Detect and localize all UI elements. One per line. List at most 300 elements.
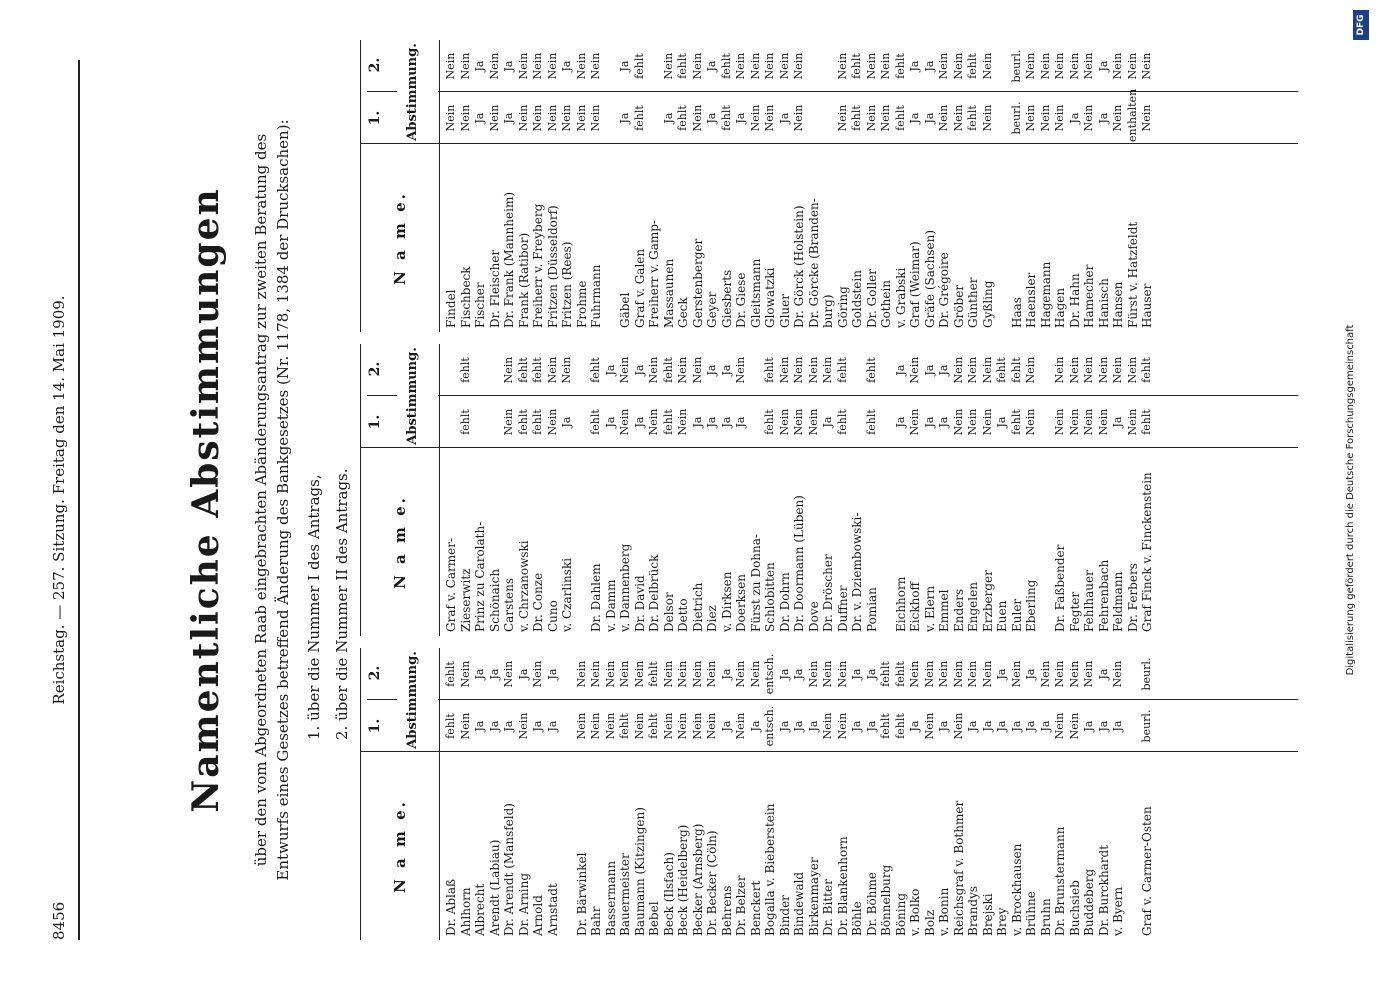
vote-2-value: fehlt xyxy=(589,357,602,383)
table-row xyxy=(691,648,706,940)
table-row xyxy=(1126,40,1141,332)
table-row xyxy=(560,344,575,636)
vote-1-value: Ja xyxy=(980,720,994,732)
table-row xyxy=(444,648,459,940)
vote-2-value: Nein xyxy=(1082,356,1095,384)
vote-1-value: Ja xyxy=(618,112,631,124)
member-name: Eickhoff xyxy=(908,581,922,632)
table-row xyxy=(908,40,923,332)
vote-2-value: Nein xyxy=(951,52,965,80)
table-row xyxy=(1097,40,1112,332)
header-vote-1: 1. xyxy=(367,414,383,430)
vote-2-value: Ja xyxy=(487,668,501,680)
vote-2-value: Nein xyxy=(922,660,936,688)
vote-1-value: Ja xyxy=(705,416,718,428)
member-name: Fürst v. Hatzfeldt xyxy=(1125,221,1140,328)
vote-1-value: Nein xyxy=(1111,104,1124,132)
member-name: Cuno xyxy=(545,600,560,632)
table-row xyxy=(836,648,851,940)
table-row xyxy=(502,344,517,636)
table-row xyxy=(966,344,981,636)
vote-1-value: Nein xyxy=(1096,408,1110,436)
member-name: Bruhn xyxy=(1038,898,1053,936)
table-row xyxy=(618,344,633,636)
vote-1-value: fehlt xyxy=(966,105,979,131)
vote-1-value: fehlt xyxy=(850,105,863,131)
vote-2-value: beurl. xyxy=(1140,657,1153,691)
member-name: Glowatzki xyxy=(763,267,777,328)
vote-1-value: Nein xyxy=(792,408,805,436)
member-name: Dr. Hahn xyxy=(1067,273,1082,328)
vote-1-value: Nein xyxy=(1053,104,1066,132)
vote-1-value: Nein xyxy=(661,712,675,740)
table-row xyxy=(807,40,822,332)
member-name: burg) xyxy=(821,294,835,328)
member-name: Euen xyxy=(995,600,1009,632)
member-name: Dr. Görcke (Branden- xyxy=(806,198,821,328)
vote-2-value: Nein xyxy=(545,356,559,384)
member-name: Frohme xyxy=(574,280,589,328)
vote-1-value: Ja xyxy=(937,416,950,428)
member-name: Dr. Böhme xyxy=(864,872,879,936)
member-name: Dr. Görck (Holstein) xyxy=(792,205,806,328)
vote-2-value: entsch. xyxy=(763,653,776,695)
vote-1-value: Nein xyxy=(690,104,704,132)
vote-2-value: Ja xyxy=(560,60,573,72)
vote-2-value: Ja xyxy=(705,364,718,376)
vote-2-value: Nein xyxy=(589,660,602,688)
vote-2-value: Nein xyxy=(676,356,689,384)
vote-1-value: fehlt xyxy=(835,409,849,435)
vote-2-value: Nein xyxy=(690,660,704,688)
member-name: Dr. Blankenhorn xyxy=(835,836,850,936)
table-row xyxy=(618,40,633,332)
vote-1-value: Ja xyxy=(1067,112,1081,124)
member-name: v. Byern xyxy=(1111,886,1125,936)
member-name: Hagen xyxy=(1053,287,1067,328)
vote-1-value: beurl. xyxy=(1009,101,1023,135)
member-name: Detto xyxy=(676,598,690,632)
vote-2-value: fehlt xyxy=(966,53,979,79)
vote-2-value: Nein xyxy=(1024,52,1037,80)
member-name: Brejski xyxy=(980,893,995,936)
table-row xyxy=(908,648,923,940)
member-name: Dr. Fleischer xyxy=(487,249,502,328)
vote-1-value: Nein xyxy=(1053,712,1066,740)
vote-2-value: Nein xyxy=(966,660,979,688)
table-row xyxy=(589,40,604,332)
vote-2-value: fehlt xyxy=(893,53,907,79)
vote-1-value: Ja xyxy=(1038,720,1052,732)
table-column xyxy=(360,40,1320,332)
vote-1-value: Nein xyxy=(792,104,805,132)
member-name: Gleitsmann xyxy=(748,258,763,328)
table-row xyxy=(1053,648,1068,940)
vote-1-value: Nein xyxy=(879,104,892,132)
table-row xyxy=(604,648,619,940)
vote-2-value: Nein xyxy=(734,52,747,80)
header-vote xyxy=(361,344,439,448)
table-row xyxy=(531,344,546,636)
vote-2-value: Ja xyxy=(719,668,733,680)
vote-2-value: Nein xyxy=(487,52,501,80)
table-row xyxy=(1010,648,1025,940)
vote-1-value: Nein xyxy=(632,712,646,740)
member-name: Brey xyxy=(995,907,1009,936)
vote-2-value: fehlt xyxy=(647,661,660,687)
vote-1-value: Ja xyxy=(908,112,921,124)
member-name: Fischer xyxy=(473,282,487,328)
member-name: Brandys xyxy=(966,885,980,936)
vote-1-value: fehlt xyxy=(893,713,907,739)
table-row xyxy=(720,648,735,940)
table-row xyxy=(763,648,778,940)
vote-2-value: Nein xyxy=(1125,52,1139,80)
vote-1-value: Ja xyxy=(937,720,950,732)
vote-2-value: Nein xyxy=(937,52,950,80)
vote-2-value: Nein xyxy=(1067,52,1081,80)
table-row xyxy=(807,648,822,940)
member-name: Arendt (Labiau) xyxy=(487,839,502,936)
table-rows xyxy=(444,344,1155,636)
member-name: Eberling xyxy=(1024,579,1038,632)
vote-2-value: Nein xyxy=(1038,660,1052,688)
member-name: Eichhorn xyxy=(893,576,908,632)
vote-2-value: Nein xyxy=(792,356,805,384)
vote-2-value: Nein xyxy=(1038,52,1052,80)
vote-2-value: Nein xyxy=(1067,660,1081,688)
vote-1-value: Nein xyxy=(951,408,965,436)
table-row xyxy=(560,648,575,940)
member-name: Binder xyxy=(777,895,792,936)
vote-2-value: Nein xyxy=(458,660,472,688)
table-row xyxy=(618,648,633,940)
vote-2-value: Nein xyxy=(531,660,544,688)
vote-2-value: Nein xyxy=(980,660,994,688)
table-row xyxy=(720,344,735,636)
table-row xyxy=(749,648,764,940)
member-name: Dr. Burckhardt xyxy=(1096,844,1111,936)
table-row xyxy=(1039,40,1054,332)
vote-1-value: fehlt xyxy=(1140,409,1153,435)
vote-1-value: Ja xyxy=(777,720,791,732)
member-name: v. Dannenberg xyxy=(618,543,632,632)
vote-1-value: Nein xyxy=(603,712,617,740)
member-name: Fehrenbach xyxy=(1096,559,1111,632)
member-name: Albrecht xyxy=(473,883,487,936)
vote-1-value: Ja xyxy=(748,720,762,732)
table-row xyxy=(1053,344,1068,636)
vote-2-value: Nein xyxy=(734,660,747,688)
vote-2-value: Nein xyxy=(574,660,588,688)
vote-1-value: entsch. xyxy=(763,705,776,747)
table-row xyxy=(633,344,648,636)
table-row xyxy=(1068,648,1083,940)
member-name: Baumann (Kitzingen) xyxy=(632,807,647,936)
table-row xyxy=(821,648,836,940)
member-name: Hamecher xyxy=(1082,264,1096,328)
member-name: Geck xyxy=(676,297,690,328)
vote-2-value: Ja xyxy=(632,364,646,376)
member-name: Gluer xyxy=(777,294,792,328)
vote-1-value: fehlt xyxy=(661,409,675,435)
table-row xyxy=(473,344,488,636)
vote-2-value: Nein xyxy=(792,52,805,80)
member-name: Dr. Bitter xyxy=(821,879,835,936)
vote-1-value: Ja xyxy=(1009,720,1023,732)
table-row xyxy=(1024,344,1039,636)
header-abstimmung: Abstimmung. xyxy=(405,651,420,749)
vote-2-value: Nein xyxy=(618,660,631,688)
member-name: Dr. Conze xyxy=(531,572,545,632)
vote-2-value: Ja xyxy=(516,668,530,680)
table-row xyxy=(1010,40,1025,332)
table-row xyxy=(937,648,952,940)
member-name: Frank (Ratibor) xyxy=(516,232,531,328)
table-row xyxy=(763,344,778,636)
header-vote xyxy=(361,648,439,752)
table-header xyxy=(360,344,440,636)
vote-1-value: Nein xyxy=(1067,408,1081,436)
table-header xyxy=(360,40,440,332)
vote-2-value: Nein xyxy=(589,52,602,80)
vote-2-value: Nein xyxy=(763,52,776,80)
vote-1-value: Nein xyxy=(458,712,472,740)
vote-2-value: Nein xyxy=(806,356,820,384)
member-name: Graf v. Carmer- xyxy=(444,537,458,632)
vote-1-value: Nein xyxy=(574,712,588,740)
vote-1-value: Ja xyxy=(661,112,675,124)
vote-2-value: Nein xyxy=(937,660,950,688)
member-name: Gäbel xyxy=(618,292,632,328)
vote-2-value: Nein xyxy=(908,356,921,384)
vote-2-value: Nein xyxy=(1125,356,1139,384)
member-name: Engelen xyxy=(966,582,980,632)
member-name: Gröber xyxy=(951,284,966,328)
member-name: Dr. Brunstermann xyxy=(1053,826,1067,936)
table-row xyxy=(923,40,938,332)
member-name: Goldstein xyxy=(850,270,864,328)
vote-1-value: Ja xyxy=(1096,112,1110,124)
member-name: Dr. Dahlem xyxy=(589,563,603,632)
table-row xyxy=(676,648,691,940)
table-row xyxy=(966,40,981,332)
vote-1-value: Nein xyxy=(444,104,457,132)
table-row xyxy=(488,40,503,332)
dfg-logo: DFG xyxy=(1353,10,1369,40)
table-row xyxy=(850,648,865,940)
member-name: Gyßling xyxy=(980,280,995,328)
member-name: Bogalla v. Bieberstein xyxy=(763,803,777,936)
vote-2-value: Nein xyxy=(1053,52,1066,80)
vote-2-value: fehlt xyxy=(864,357,878,383)
member-name: Giesberts xyxy=(719,269,734,328)
table-row xyxy=(1111,40,1126,332)
vote-1-value: Ja xyxy=(1024,720,1037,732)
table-row xyxy=(444,40,459,332)
vote-2-value: Nein xyxy=(835,660,849,688)
header-name: N a m e. xyxy=(361,447,439,636)
member-name: Fuhrmann xyxy=(589,264,603,328)
table-row xyxy=(749,40,764,332)
vote-2-value: Ja xyxy=(705,60,718,72)
vote-2-value: Nein xyxy=(734,356,747,384)
table-row xyxy=(705,648,720,940)
member-name: v. Brockhausen xyxy=(1009,843,1024,936)
vote-2-value: Nein xyxy=(777,356,791,384)
vote-2-value: Nein xyxy=(821,660,834,688)
table-row xyxy=(894,344,909,636)
vote-1-value: Ja xyxy=(864,720,878,732)
member-name: Haas xyxy=(1009,297,1024,328)
vote-2-value: Ja xyxy=(893,364,907,376)
vote-2-value: Nein xyxy=(531,52,544,80)
vote-2-value: Nein xyxy=(502,356,515,384)
vote-1-value: Nein xyxy=(1053,408,1066,436)
header-name: N a m e. xyxy=(361,143,439,332)
header-rule xyxy=(78,60,80,940)
vote-2-value: Nein xyxy=(618,356,631,384)
vote-1-value: Nein xyxy=(705,712,718,740)
vote-1-value: Nein xyxy=(835,104,849,132)
table-row xyxy=(1140,40,1155,332)
table-row xyxy=(1082,344,1097,636)
vote-2-value: Nein xyxy=(1140,52,1153,80)
vote-1-value: Nein xyxy=(574,104,588,132)
vote-1-value: Nein xyxy=(734,712,747,740)
vote-1-value: Ja xyxy=(806,720,820,732)
table-row xyxy=(517,344,532,636)
table-row xyxy=(734,648,749,940)
vote-2-value: Ja xyxy=(922,60,936,72)
table-row xyxy=(981,648,996,940)
member-name: Euler xyxy=(1009,598,1024,632)
member-name: Fürst zu Dohna- xyxy=(748,534,763,632)
vote-1-value: Ja xyxy=(821,416,834,428)
header-vote-2: 2. xyxy=(367,343,397,396)
member-name: Benckert xyxy=(748,880,763,936)
vote-1-value: Nein xyxy=(690,712,704,740)
table-row xyxy=(676,40,691,332)
vote-2-value: Nein xyxy=(661,660,675,688)
member-name: Prinz zu Carolath- xyxy=(473,521,487,632)
vote-2-value: Nein xyxy=(1096,356,1110,384)
vote-1-value: Nein xyxy=(676,712,689,740)
table-row xyxy=(662,344,677,636)
table-row xyxy=(473,40,488,332)
member-name: Feldmann xyxy=(1111,571,1125,632)
table-row xyxy=(1111,344,1126,636)
vote-1-value: Nein xyxy=(545,408,559,436)
table-row xyxy=(604,344,619,636)
vote-2-value: Ja xyxy=(922,364,936,376)
member-name: v. Bolko xyxy=(908,888,922,936)
vote-2-value: fehlt xyxy=(676,53,689,79)
table-row xyxy=(705,344,720,636)
member-name: Ahlhorn xyxy=(458,887,473,936)
vote-1-value: fehlt xyxy=(864,409,878,435)
table-row xyxy=(879,648,894,940)
vote-1-value: fehlt xyxy=(676,105,689,131)
vote-1-value: Ja xyxy=(1096,720,1110,732)
vote-1-value: Ja xyxy=(966,720,979,732)
member-name: Bönnelburg xyxy=(879,864,893,936)
vote-1-value: Nein xyxy=(516,712,530,740)
vote-2-value: fehlt xyxy=(1140,357,1153,383)
vote-2-value: fehlt xyxy=(850,53,863,79)
table-row xyxy=(1082,40,1097,332)
vote-2-value: Nein xyxy=(1053,660,1066,688)
vote-1-value: fehlt xyxy=(632,105,646,131)
vote-1-value: Nein xyxy=(502,408,515,436)
table-row xyxy=(575,40,590,332)
member-name: Reichsgraf v. Bothmer xyxy=(951,800,966,936)
vote-2-value: Ja xyxy=(937,364,950,376)
vote-2-value: Nein xyxy=(545,52,559,80)
table-row xyxy=(589,344,604,636)
member-name: Hauser xyxy=(1140,283,1154,328)
table-row xyxy=(1140,648,1155,940)
table-row xyxy=(778,344,793,636)
vote-1-value: Nein xyxy=(1082,408,1095,436)
table-row xyxy=(1097,648,1112,940)
vote-2-value: fehlt xyxy=(516,357,530,383)
running-head-text: Reichstag. — 257. Sitzung. Freitag den 14. Mai 1909. xyxy=(50,295,68,705)
table-row xyxy=(995,344,1010,636)
vote-2-value: Nein xyxy=(1024,356,1037,384)
vote-1-value: Nein xyxy=(763,104,776,132)
table-row xyxy=(1126,648,1141,940)
vote-2-value: Nein xyxy=(980,356,994,384)
table-row xyxy=(691,40,706,332)
member-name: Doerksen xyxy=(734,574,748,632)
vote-2-value: Nein xyxy=(676,660,689,688)
table-row xyxy=(792,648,807,940)
member-name: v. Czarlinski xyxy=(560,557,574,632)
vote-2-value: Ja xyxy=(473,668,486,680)
table-row xyxy=(879,40,894,332)
table-row xyxy=(1039,648,1054,940)
member-name: Dr. Giese xyxy=(734,272,748,328)
member-name: Dr. Dohrn xyxy=(777,572,792,632)
table-row xyxy=(778,648,793,940)
vote-2-value: Ja xyxy=(545,668,559,680)
table-row xyxy=(894,648,909,940)
table-row xyxy=(1024,648,1039,940)
vote-1-value: Ja xyxy=(922,112,936,124)
vote-2-value: Nein xyxy=(647,356,660,384)
member-name: Carstens xyxy=(502,577,516,632)
vote-2-value: fehlt xyxy=(458,357,472,383)
table-row xyxy=(517,648,532,940)
vote-2-value: Nein xyxy=(603,660,617,688)
vote-2-value: Nein xyxy=(951,356,965,384)
vote-1-value: Nein xyxy=(516,104,530,132)
vote-1-value: beurl. xyxy=(1140,709,1153,743)
header-vote-2: 2. xyxy=(367,647,397,700)
member-name: Dietrich xyxy=(690,582,705,632)
vote-1-value: Nein xyxy=(980,408,994,436)
member-name: Dr. Dröscher xyxy=(821,554,835,632)
vote-2-value: fehlt xyxy=(531,357,544,383)
member-name: Massaunen xyxy=(661,258,676,328)
member-name: Zieserwitz xyxy=(458,568,473,632)
member-name: Beck (Heidelberg) xyxy=(676,824,690,936)
vote-1-value: Nein xyxy=(458,104,472,132)
vote-1-value: Nein xyxy=(618,408,631,436)
table-row xyxy=(952,344,967,636)
table-row xyxy=(691,344,706,636)
